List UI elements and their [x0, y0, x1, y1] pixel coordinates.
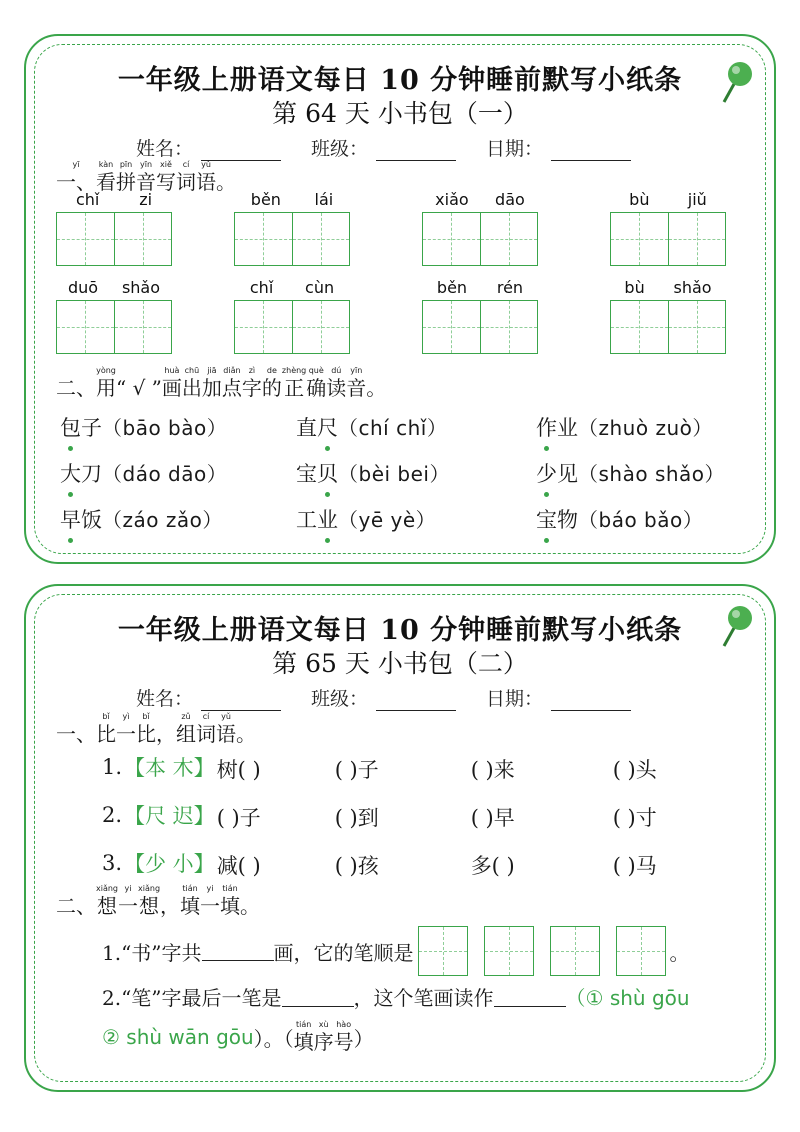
ruby-char: xiě 写 [156, 160, 176, 194]
writing-grid[interactable] [422, 300, 538, 354]
pinyin-syllable: xiǎo [435, 190, 469, 209]
word-char: 业 [557, 416, 578, 440]
pinyin-word [234, 190, 350, 266]
q1-blank[interactable] [202, 941, 274, 961]
pinyin-syllable: rén [496, 278, 524, 297]
q2-blank-1[interactable] [282, 987, 354, 1007]
name-label: 姓名： [136, 138, 194, 160]
ruby-char: bǐ 比 [96, 712, 116, 746]
pinyin-options[interactable]: （shào shǎo） [578, 462, 726, 486]
writing-cell[interactable] [481, 213, 538, 265]
ruby-char: yǔ 语 [216, 712, 236, 746]
ruby-char: kàn 看 [96, 160, 116, 194]
writing-grid[interactable] [422, 212, 538, 266]
ruby-char: tián 填 [180, 884, 201, 918]
date-blank[interactable] [551, 691, 631, 711]
pinyin-word [422, 278, 538, 354]
pinyin-word [234, 278, 350, 354]
word-char: 业 [317, 504, 338, 534]
class-label: 班级： [311, 688, 369, 710]
section2-heading [56, 884, 260, 918]
ruby-char: “ √ ” [116, 376, 162, 400]
fill-blank-item[interactable]: ( )马 [612, 854, 657, 878]
fill-blank-item[interactable]: 多( ) [470, 854, 515, 878]
pinyin-syllable: zi [139, 190, 153, 209]
ruby-char: ， [160, 894, 181, 918]
compare-row [102, 752, 737, 782]
pinyin-syllable: lái [314, 190, 334, 209]
class-label: 班级： [311, 138, 369, 160]
word-char: 刀 [81, 462, 102, 486]
ruby-char: xù 序 [313, 1020, 334, 1054]
fill-blank-item[interactable]: ( )子 [334, 758, 379, 782]
pinyin-syllable: duō [67, 278, 99, 297]
row-number: 1. [102, 755, 123, 779]
fill-blank-item[interactable]: ( )孩 [334, 854, 379, 878]
worksheet-card-day64 [24, 34, 776, 564]
pinyin-syllable: běn [436, 278, 468, 297]
word-char: 子 [81, 416, 102, 440]
stroke-grid[interactable] [616, 926, 666, 976]
writing-cell[interactable] [611, 301, 669, 353]
ruby-char: yǔ 语 [196, 160, 216, 194]
ruby-char: dú 读 [326, 366, 347, 400]
q2-text-b: ，这个笔画读作 [353, 986, 494, 1010]
date-label: 日期： [486, 688, 544, 710]
q2-blank-2[interactable] [494, 987, 566, 1007]
ruby-char: yi 一 [200, 884, 221, 918]
pinyin-options[interactable]: （bāo bào） [102, 416, 228, 440]
info-row [136, 684, 661, 711]
reading-choice[interactable] [296, 504, 436, 534]
fill-blank-item[interactable]: ( )子 [216, 806, 261, 830]
writing-cell[interactable] [293, 301, 350, 353]
pinyin-options[interactable]: （dáo dāo） [102, 462, 228, 486]
word-char: 物 [557, 508, 578, 532]
ruby-char: 。 [240, 894, 261, 918]
word-char: 早 [60, 504, 81, 534]
pinyin-syllable: bù [624, 278, 645, 297]
pinyin-options[interactable]: （chí chǐ） [338, 416, 448, 440]
class-blank[interactable] [376, 691, 456, 711]
word-char: 见 [557, 462, 578, 486]
pinyin-word [422, 190, 538, 266]
name-blank[interactable] [201, 141, 281, 161]
writing-cell[interactable] [235, 213, 293, 265]
q2-tail-b: ） [353, 1026, 374, 1051]
fill-blank-item[interactable]: ( )早 [470, 806, 515, 830]
ruby-char: zì 字 [241, 366, 262, 400]
ruby-char: 。 [216, 170, 236, 194]
writing-grid[interactable] [234, 300, 350, 354]
q1-end: 。 [669, 940, 690, 965]
word-char: 宝 [296, 462, 317, 486]
word-char: 工 [296, 508, 317, 532]
pinyin-word [56, 190, 172, 266]
word-char: 直 [296, 416, 317, 440]
page-subtitle: 第 65 天 小书包（二） [272, 649, 528, 678]
fill-blank-item[interactable]: ( )寸 [612, 806, 657, 830]
ruby-char: 一、 [56, 722, 96, 746]
date-label: 日期： [486, 138, 544, 160]
writing-cell[interactable] [481, 301, 538, 353]
word-pinyin [234, 190, 350, 212]
ruby-char: de 的 [261, 366, 282, 400]
pinyin-options[interactable]: （záo zǎo） [102, 508, 223, 532]
row-number: 2. [102, 803, 123, 827]
section2-heading [56, 366, 386, 400]
pinyin-syllable: chǐ [75, 190, 100, 209]
writing-cell[interactable] [669, 301, 726, 353]
word-pinyin [234, 278, 350, 300]
ruby-char: zǔ 组 [176, 712, 196, 746]
reading-choice[interactable] [536, 504, 703, 534]
pinyin-options[interactable]: （yē yè） [338, 508, 437, 532]
ruby-char: què 确 [306, 366, 327, 400]
writing-cell[interactable] [423, 301, 481, 353]
page-title: 一年级上册语文每日 10 分钟睡前默写小纸条 [117, 65, 683, 96]
q2-text-a: 2.“笔”字最后一笔是 [102, 986, 282, 1010]
pinyin-syllable: bù [629, 190, 650, 209]
reading-choice[interactable] [60, 412, 227, 442]
ruby-char: yì 一 [116, 712, 136, 746]
pinyin-syllable: dāo [495, 190, 525, 209]
word-char: 贝 [317, 458, 338, 488]
writing-cell[interactable] [57, 301, 115, 353]
writing-cell[interactable] [293, 213, 350, 265]
ruby-char: diǎn 点 [221, 366, 242, 400]
writing-cell[interactable] [669, 213, 726, 265]
section1-heading [56, 160, 236, 194]
writing-grid[interactable] [56, 212, 172, 266]
q1-text-a: 1.“书”字共 [102, 940, 202, 965]
ruby-char: cí 词 [196, 712, 216, 746]
pinyin-options[interactable]: （zhuò zuò） [578, 416, 713, 440]
fill-blank-item[interactable]: ( )头 [612, 758, 657, 782]
question-1 [102, 926, 690, 976]
class-blank[interactable] [376, 141, 456, 161]
reading-choice[interactable] [60, 458, 227, 488]
ruby-char: cí 词 [176, 160, 196, 194]
ruby-char: 二、 [56, 894, 96, 918]
word-char: 大 [60, 458, 81, 488]
name-blank[interactable] [201, 691, 281, 711]
pinyin-options[interactable]: （bèi bei） [338, 462, 450, 486]
ruby-char: yī 一、 [56, 160, 96, 194]
ruby-char: tián 填 [220, 884, 241, 918]
word-char: 作 [536, 412, 557, 442]
pinyin-word [610, 278, 726, 354]
writing-cell[interactable] [115, 301, 172, 353]
fill-blank-item[interactable]: ( )到 [334, 806, 379, 830]
q2-tail-a: ）。（ [253, 1026, 294, 1051]
writing-cell[interactable] [115, 213, 172, 265]
word-pinyin [56, 190, 172, 212]
char-pair: 【少 小】 [124, 852, 215, 876]
ruby-char: zhèng 正 [281, 366, 307, 400]
ruby-char: bǐ 比 [136, 712, 156, 746]
ruby-char: ， [156, 722, 176, 746]
compare-row [102, 800, 737, 830]
word-char: 饭 [81, 508, 102, 532]
pinyin-syllable: cùn [305, 278, 335, 297]
writing-grid[interactable] [610, 212, 726, 266]
word-pinyin [56, 278, 172, 300]
fill-blank-item[interactable]: 树( ) [216, 758, 261, 782]
question-2 [102, 982, 690, 1011]
word-char: 少 [536, 458, 557, 488]
word-char: 宝 [536, 504, 557, 534]
reading-choice[interactable] [60, 504, 223, 534]
word-pinyin [422, 278, 538, 300]
info-row [136, 134, 661, 161]
ruby-char: yīn 音 [346, 366, 367, 400]
char-pair: 【本 木】 [124, 756, 215, 780]
word-char: 包 [60, 412, 81, 442]
pinyin-syllable: shǎo [673, 278, 712, 297]
writing-grid[interactable] [56, 300, 172, 354]
stroke-grid[interactable] [550, 926, 600, 976]
reading-choice[interactable] [296, 412, 447, 442]
pinyin-syllable: jiǔ [687, 190, 707, 209]
ruby-char: hào 号 [333, 1020, 354, 1054]
date-blank[interactable] [551, 141, 631, 161]
section1-heading [56, 712, 256, 746]
ruby-char: yīn 音 [136, 160, 156, 194]
fill-blank-item[interactable]: 减( ) [216, 854, 261, 878]
q1-text-b: 画，它的笔顺是 [273, 940, 414, 965]
question-2-cont [102, 1020, 374, 1054]
stroke-grid[interactable] [418, 926, 468, 976]
ruby-char: yòng 用 [96, 366, 116, 400]
pinyin-syllable: běn [250, 190, 281, 209]
reading-choice[interactable] [536, 458, 725, 488]
ruby-char: jiā 加 [201, 366, 222, 400]
pinyin-word [610, 190, 726, 266]
row-number: 3. [102, 851, 123, 875]
worksheet-card-day65 [24, 584, 776, 1092]
writing-grid[interactable] [234, 212, 350, 266]
reading-choice[interactable] [296, 458, 450, 488]
pinyin-options[interactable]: （báo bǎo） [578, 508, 704, 532]
reading-choice[interactable] [536, 412, 713, 442]
pinyin-word [56, 278, 172, 354]
pinyin-syllable: chǐ [249, 278, 274, 297]
section-number: 二、 [56, 376, 96, 400]
writing-cell[interactable] [423, 213, 481, 265]
ruby-char: chū 出 [181, 366, 202, 400]
page-title: 一年级上册语文每日 10 分钟睡前默写小纸条 [117, 615, 683, 646]
pinyin-syllable: shǎo [121, 278, 161, 297]
writing-cell[interactable] [611, 213, 669, 265]
stroke-grid[interactable] [484, 926, 534, 976]
ruby-char: 。 [236, 722, 256, 746]
word-char: 尺 [317, 412, 338, 442]
name-label: 姓名： [136, 688, 194, 710]
ruby-char: xiǎng 想 [96, 884, 119, 918]
ruby-char: pīn 拼 [116, 160, 136, 194]
ruby-char: xiǎng 想 [138, 884, 161, 918]
ruby-char: yi 一 [118, 884, 139, 918]
word-pinyin [610, 278, 726, 300]
word-pinyin [610, 190, 726, 212]
ruby-char: huà 画 [161, 366, 182, 400]
ruby-char: 。 [366, 376, 387, 400]
q2-option-2: ② shù wān gōu [102, 1025, 254, 1049]
q2-option-1: （① shù gōu [565, 986, 690, 1010]
char-pair: 【尺 迟】 [124, 804, 215, 828]
compare-row [102, 848, 737, 878]
ruby-char: tián 填 [293, 1020, 314, 1054]
writing-grid[interactable] [610, 300, 726, 354]
writing-cell[interactable] [235, 301, 293, 353]
writing-cell[interactable] [57, 213, 115, 265]
page-subtitle: 第 64 天 小书包（一） [272, 99, 528, 128]
fill-blank-item[interactable]: ( )来 [470, 758, 515, 782]
word-pinyin [422, 190, 538, 212]
